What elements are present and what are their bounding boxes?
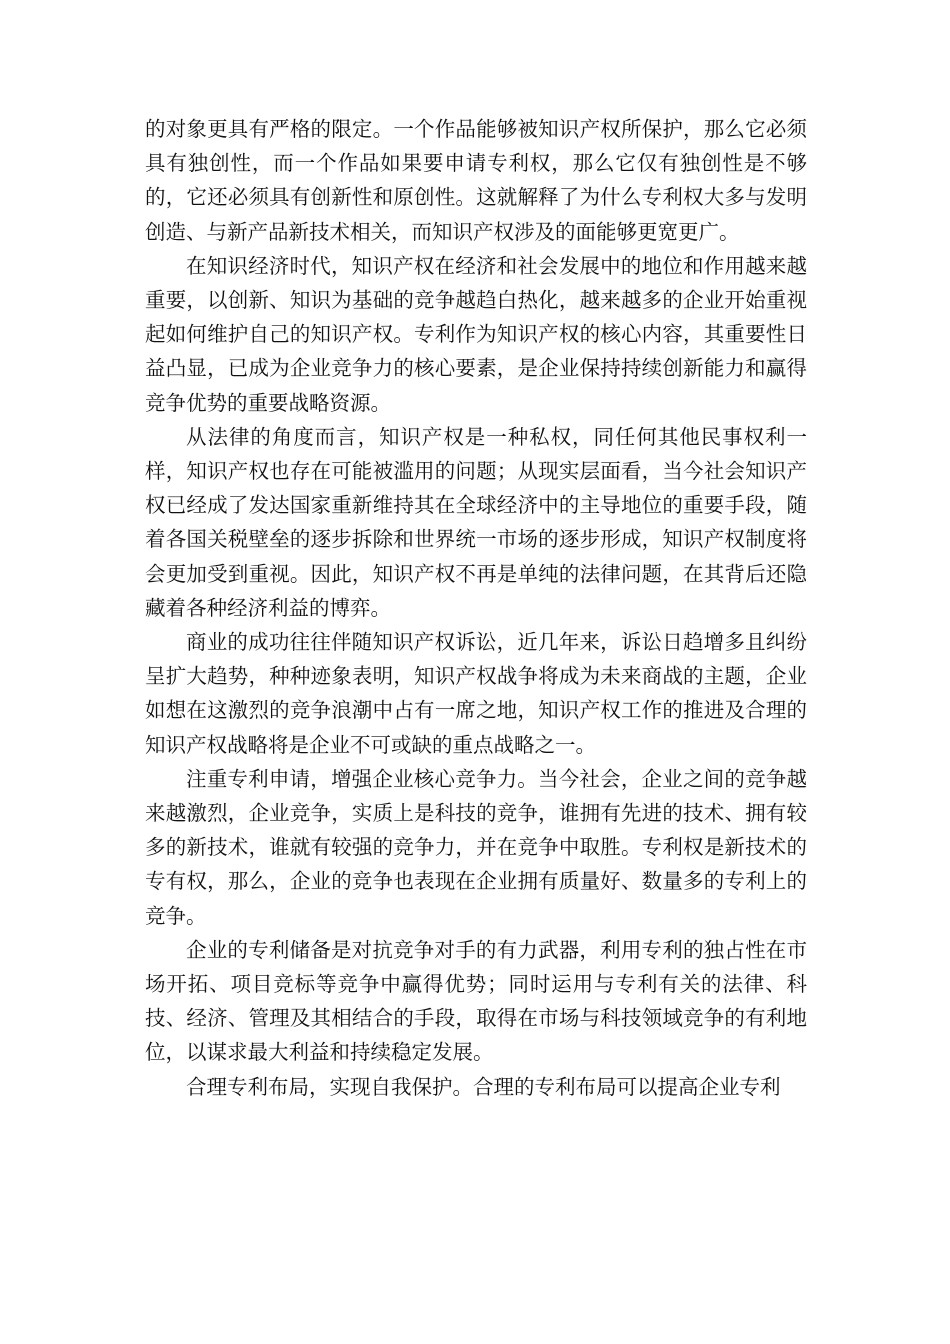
paragraph-patent-layout: 合理专利布局，实现自我保护。合理的专利布局可以提高企业专利 bbox=[186, 1074, 781, 1099]
paragraph-knowledge-economy: 在知识经济时代，知识产权在经济和社会发展中的地位和作用越来越重要，以创新、知识为基础的竞争越趋白热化，越来越多的企业开始重视起如何维护自己的知识产权。专利作为知识产权的核心内容，其重要性日益凸显，已成为企业竞争力的核心要素，是企业保持持续创新能力和赢得竞争优势的重要战略资源。 bbox=[145, 253, 807, 415]
paragraph-continuation: 的对象更具有严格的限定。一个作品能够被知识产权所保护，那么它必须具有独创性，而一个作品如果要申请专利权，那么它仅有独创性是不够的，它还必须具有创新性和原创性。这就解释了为什么专利权大多与发明创造、与新产品新技术相关，而知识产权涉及的面能够更宽更广。 bbox=[145, 117, 807, 244]
paragraph-patent-reserve: 企业的专利储备是对抗竞争对手的有力武器，利用专利的独占性在市场开拓、项目竞标等竞争中赢得优势；同时运用与专利有关的法律、科技、经济、管理及其相结合的手段，取得在市场与科技领域竞争的有利地位，以谋求最大利益和持续稳定发展。 bbox=[145, 937, 807, 1065]
document-body bbox=[145, 112, 807, 1104]
paragraph-patent-application: 注重专利申请，增强企业核心竞争力。当今社会，企业之间的竞争越来越激烈，企业竞争，实质上是科技的竞争，谁拥有先进的技术、拥有较多的新技术，谁就有较强的竞争力，并在竞争中取胜。专利权是新技术的专有权，那么，企业的竞争也表现在企业拥有质量好、数量多的专利上的竞争。 bbox=[145, 766, 807, 928]
paragraph-commercial-litigation: 商业的成功往往伴随知识产权诉讼，近几年来，诉讼日趋增多且纠纷呈扩大趋势，种种迹象表明，知识产权战争将成为未来商战的主题，企业如想在这激烈的竞争浪潮中占有一席之地，知识产权工作的推进及合理的知识产权战略将是企业不可或缺的重点战略之一。 bbox=[145, 630, 807, 757]
paragraph-legal-perspective: 从法律的角度而言，知识产权是一种私权，同任何其他民事权利一样，知识产权也存在可能被滥用的问题；从现实层面看，当今社会知识产权已经成了发达国家重新维持其在全球经济中的主导地位的重要手段，随着各国关税壁垒的逐步拆除和世界统一市场的逐步形成，知识产权制度将会更加受到重视。因此，知识产权不再是单纯的法律问题，在其背后还隐藏着各种经济利益的博弈。 bbox=[145, 424, 807, 620]
